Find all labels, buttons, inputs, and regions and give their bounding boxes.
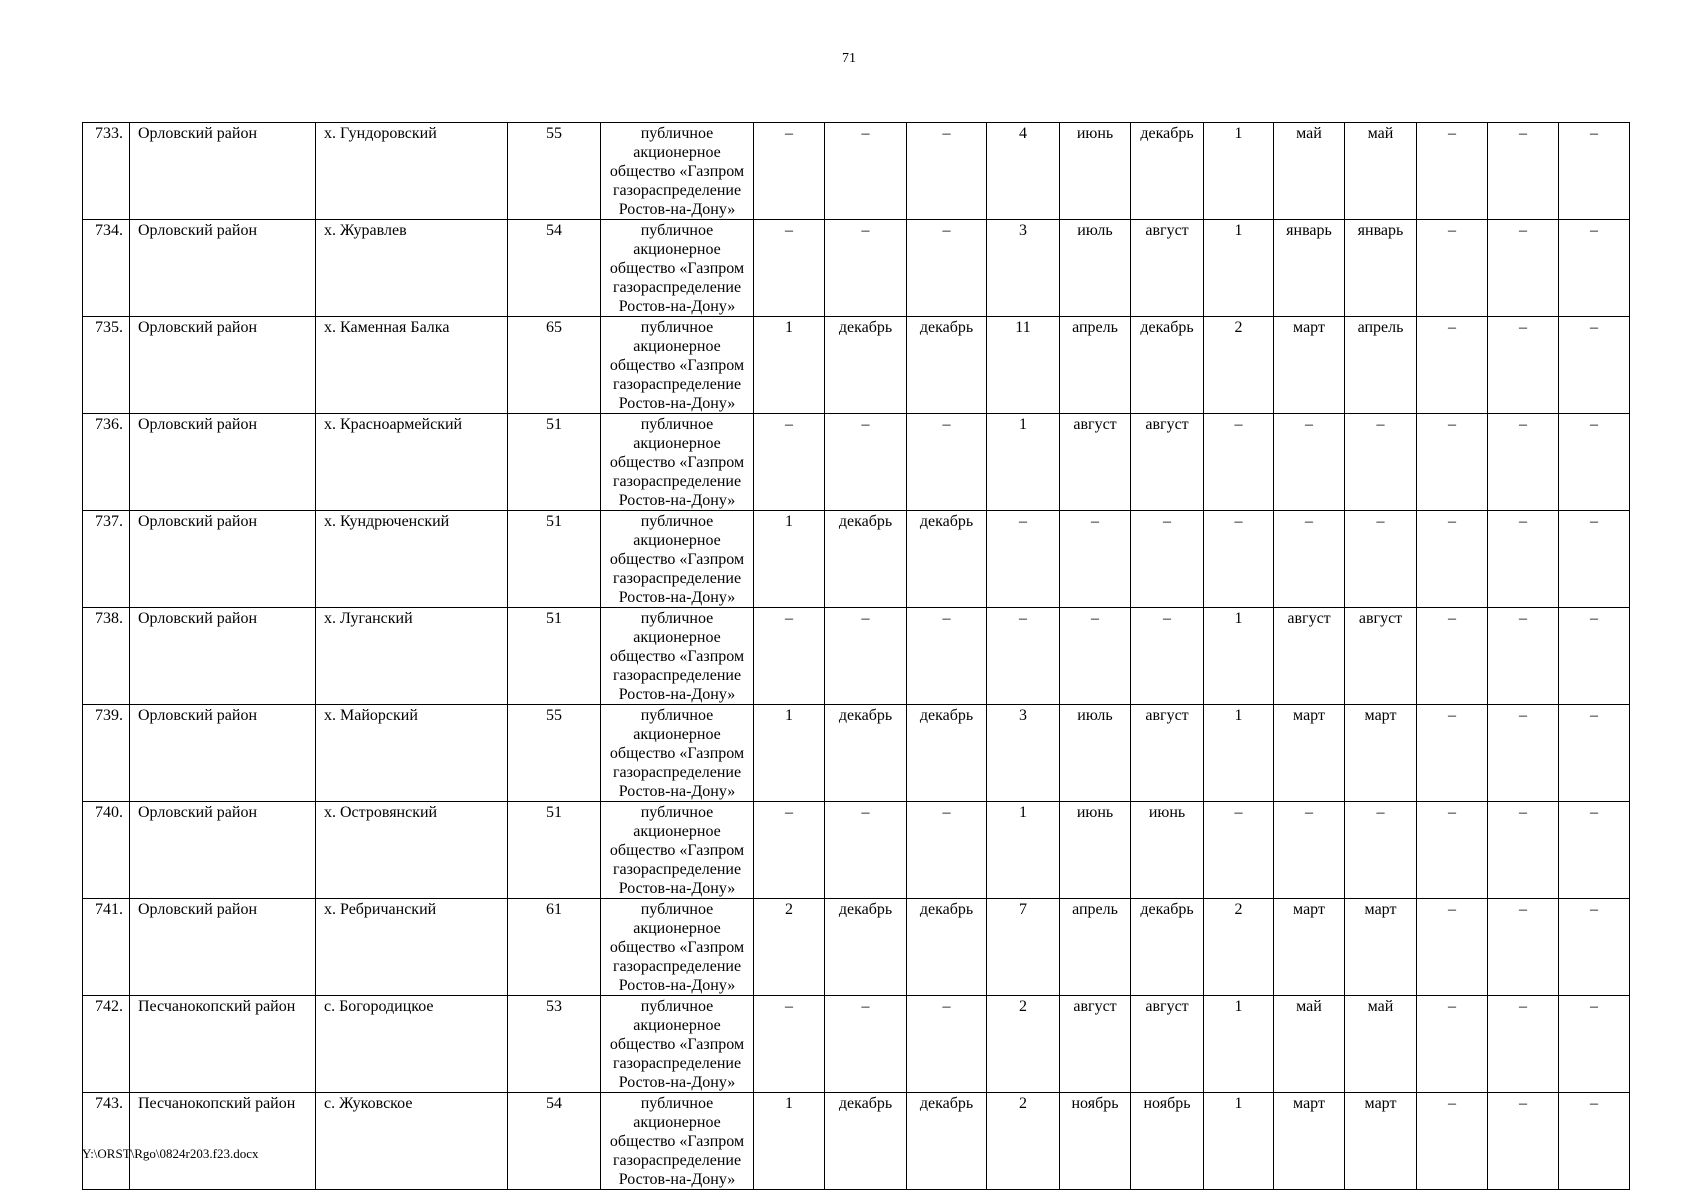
organization-cell: публичное акционерное общество «Газпром газораспределение Ростов-на-Дону» bbox=[601, 220, 754, 317]
col-6-cell: декабрь bbox=[1131, 317, 1204, 414]
col-7-cell: 1 bbox=[1204, 1093, 1274, 1190]
col-5-cell: – bbox=[1060, 511, 1131, 608]
col-8-cell: май bbox=[1274, 996, 1345, 1093]
col-12-cell: – bbox=[1559, 899, 1630, 996]
col-3-cell: декабрь bbox=[907, 1093, 987, 1190]
value-cell: 55 bbox=[508, 123, 601, 220]
col-1-cell: – bbox=[754, 123, 825, 220]
col-9-cell: – bbox=[1345, 511, 1417, 608]
table-row bbox=[83, 1093, 1630, 1190]
col-7-cell: – bbox=[1204, 511, 1274, 608]
col-7-cell: 1 bbox=[1204, 608, 1274, 705]
organization-cell: публичное акционерное общество «Газпром газораспределение Ростов-на-Дону» bbox=[601, 317, 754, 414]
col-1-cell: 1 bbox=[754, 317, 825, 414]
col-5-cell: июль bbox=[1060, 705, 1131, 802]
settlement-cell: х. Луганский bbox=[316, 608, 508, 705]
settlement-cell: х. Красноармейский bbox=[316, 414, 508, 511]
col-4-cell: 2 bbox=[987, 996, 1060, 1093]
row-number: 739. bbox=[83, 705, 130, 802]
col-10-cell: – bbox=[1417, 802, 1488, 899]
col-4-cell: 3 bbox=[987, 705, 1060, 802]
col-12-cell: – bbox=[1559, 705, 1630, 802]
col-2-cell: – bbox=[825, 123, 907, 220]
col-4-cell: 3 bbox=[987, 220, 1060, 317]
col-12-cell: – bbox=[1559, 996, 1630, 1093]
table-row bbox=[83, 802, 1630, 899]
col-5-cell: апрель bbox=[1060, 899, 1131, 996]
col-5-cell: август bbox=[1060, 414, 1131, 511]
col-7-cell: 1 bbox=[1204, 705, 1274, 802]
table-row bbox=[83, 996, 1630, 1093]
col-5-cell: июль bbox=[1060, 220, 1131, 317]
col-12-cell: – bbox=[1559, 511, 1630, 608]
col-1-cell: – bbox=[754, 220, 825, 317]
col-1-cell: 1 bbox=[754, 511, 825, 608]
col-8-cell: январь bbox=[1274, 220, 1345, 317]
col-4-cell: – bbox=[987, 511, 1060, 608]
col-1-cell: 1 bbox=[754, 1093, 825, 1190]
col-9-cell: – bbox=[1345, 802, 1417, 899]
table-row bbox=[83, 511, 1630, 608]
value-cell: 51 bbox=[508, 802, 601, 899]
row-number: 735. bbox=[83, 317, 130, 414]
col-3-cell: – bbox=[907, 220, 987, 317]
col-4-cell: 11 bbox=[987, 317, 1060, 414]
col-11-cell: – bbox=[1488, 802, 1559, 899]
organization-cell: публичное акционерное общество «Газпром газораспределение Ростов-на-Дону» bbox=[601, 899, 754, 996]
district-cell: Орловский район bbox=[130, 705, 316, 802]
col-8-cell: август bbox=[1274, 608, 1345, 705]
organization-cell: публичное акционерное общество «Газпром газораспределение Ростов-на-Дону» bbox=[601, 414, 754, 511]
col-4-cell: 1 bbox=[987, 802, 1060, 899]
col-7-cell: 2 bbox=[1204, 317, 1274, 414]
row-number: 733. bbox=[83, 123, 130, 220]
col-12-cell: – bbox=[1559, 123, 1630, 220]
col-11-cell: – bbox=[1488, 996, 1559, 1093]
row-number: 736. bbox=[83, 414, 130, 511]
table-row bbox=[83, 123, 1630, 220]
organization-cell: публичное акционерное общество «Газпром газораспределение Ростов-на-Дону» bbox=[601, 1093, 754, 1190]
col-9-cell: март bbox=[1345, 705, 1417, 802]
organization-cell: публичное акционерное общество «Газпром газораспределение Ростов-на-Дону» bbox=[601, 123, 754, 220]
col-1-cell: – bbox=[754, 996, 825, 1093]
col-4-cell: 7 bbox=[987, 899, 1060, 996]
col-7-cell: 2 bbox=[1204, 899, 1274, 996]
col-8-cell: март bbox=[1274, 705, 1345, 802]
row-number: 737. bbox=[83, 511, 130, 608]
col-12-cell: – bbox=[1559, 1093, 1630, 1190]
col-1-cell: 2 bbox=[754, 899, 825, 996]
col-3-cell: – bbox=[907, 123, 987, 220]
settlement-cell: с. Богородицкое bbox=[316, 996, 508, 1093]
col-12-cell: – bbox=[1559, 220, 1630, 317]
organization-cell: публичное акционерное общество «Газпром газораспределение Ростов-на-Дону» bbox=[601, 996, 754, 1093]
col-11-cell: – bbox=[1488, 1093, 1559, 1190]
district-cell: Орловский район bbox=[130, 899, 316, 996]
col-7-cell: – bbox=[1204, 802, 1274, 899]
district-cell: Орловский район bbox=[130, 414, 316, 511]
col-6-cell: август bbox=[1131, 414, 1204, 511]
col-4-cell: – bbox=[987, 608, 1060, 705]
gasification-schedule-table bbox=[82, 122, 1630, 1190]
col-6-cell: декабрь bbox=[1131, 899, 1204, 996]
value-cell: 53 bbox=[508, 996, 601, 1093]
settlement-cell: х. Кундрюченский bbox=[316, 511, 508, 608]
col-8-cell: март bbox=[1274, 317, 1345, 414]
value-cell: 55 bbox=[508, 705, 601, 802]
col-4-cell: 1 bbox=[987, 414, 1060, 511]
col-9-cell: – bbox=[1345, 414, 1417, 511]
settlement-cell: х. Журавлев bbox=[316, 220, 508, 317]
col-3-cell: декабрь bbox=[907, 317, 987, 414]
col-2-cell: – bbox=[825, 220, 907, 317]
col-2-cell: декабрь bbox=[825, 1093, 907, 1190]
value-cell: 61 bbox=[508, 899, 601, 996]
row-number: 740. bbox=[83, 802, 130, 899]
col-1-cell: – bbox=[754, 802, 825, 899]
col-10-cell: – bbox=[1417, 317, 1488, 414]
col-3-cell: декабрь bbox=[907, 899, 987, 996]
settlement-cell: х. Гундоровский bbox=[316, 123, 508, 220]
col-8-cell: – bbox=[1274, 414, 1345, 511]
col-10-cell: – bbox=[1417, 511, 1488, 608]
col-1-cell: 1 bbox=[754, 705, 825, 802]
settlement-cell: х. Ребричанский bbox=[316, 899, 508, 996]
col-5-cell: апрель bbox=[1060, 317, 1131, 414]
col-7-cell: 1 bbox=[1204, 123, 1274, 220]
col-3-cell: – bbox=[907, 414, 987, 511]
district-cell: Орловский район bbox=[130, 608, 316, 705]
col-11-cell: – bbox=[1488, 123, 1559, 220]
col-12-cell: – bbox=[1559, 317, 1630, 414]
col-11-cell: – bbox=[1488, 414, 1559, 511]
settlement-cell: х. Каменная Балка bbox=[316, 317, 508, 414]
col-4-cell: 4 bbox=[987, 123, 1060, 220]
col-11-cell: – bbox=[1488, 608, 1559, 705]
row-number: 738. bbox=[83, 608, 130, 705]
col-9-cell: май bbox=[1345, 123, 1417, 220]
district-cell: Песчанокопский район bbox=[130, 1093, 316, 1190]
col-10-cell: – bbox=[1417, 220, 1488, 317]
table-body bbox=[83, 123, 1630, 1190]
col-6-cell: ноябрь bbox=[1131, 1093, 1204, 1190]
page-number: 71 bbox=[842, 51, 856, 66]
col-10-cell: – bbox=[1417, 414, 1488, 511]
col-2-cell: – bbox=[825, 996, 907, 1093]
col-3-cell: декабрь bbox=[907, 705, 987, 802]
col-2-cell: декабрь bbox=[825, 705, 907, 802]
col-5-cell: июнь bbox=[1060, 802, 1131, 899]
col-7-cell: 1 bbox=[1204, 220, 1274, 317]
col-3-cell: – bbox=[907, 802, 987, 899]
col-2-cell: декабрь bbox=[825, 511, 907, 608]
col-5-cell: ноябрь bbox=[1060, 1093, 1131, 1190]
col-3-cell: декабрь bbox=[907, 511, 987, 608]
col-4-cell: 2 bbox=[987, 1093, 1060, 1190]
col-8-cell: май bbox=[1274, 123, 1345, 220]
col-10-cell: – bbox=[1417, 608, 1488, 705]
col-1-cell: – bbox=[754, 414, 825, 511]
row-number: 734. bbox=[83, 220, 130, 317]
col-1-cell: – bbox=[754, 608, 825, 705]
value-cell: 51 bbox=[508, 608, 601, 705]
col-9-cell: август bbox=[1345, 608, 1417, 705]
col-2-cell: декабрь bbox=[825, 317, 907, 414]
table-row bbox=[83, 317, 1630, 414]
col-8-cell: – bbox=[1274, 511, 1345, 608]
col-10-cell: – bbox=[1417, 996, 1488, 1093]
col-9-cell: январь bbox=[1345, 220, 1417, 317]
table-row bbox=[83, 899, 1630, 996]
col-11-cell: – bbox=[1488, 511, 1559, 608]
col-10-cell: – bbox=[1417, 705, 1488, 802]
col-10-cell: – bbox=[1417, 123, 1488, 220]
col-9-cell: март bbox=[1345, 1093, 1417, 1190]
table-row bbox=[83, 705, 1630, 802]
district-cell: Орловский район bbox=[130, 220, 316, 317]
col-6-cell: август bbox=[1131, 996, 1204, 1093]
col-2-cell: – bbox=[825, 414, 907, 511]
col-10-cell: – bbox=[1417, 1093, 1488, 1190]
organization-cell: публичное акционерное общество «Газпром газораспределение Ростов-на-Дону» bbox=[601, 511, 754, 608]
value-cell: 54 bbox=[508, 220, 601, 317]
col-11-cell: – bbox=[1488, 899, 1559, 996]
col-10-cell: – bbox=[1417, 899, 1488, 996]
col-8-cell: март bbox=[1274, 1093, 1345, 1190]
organization-cell: публичное акционерное общество «Газпром газораспределение Ростов-на-Дону» bbox=[601, 705, 754, 802]
row-number: 742. bbox=[83, 996, 130, 1093]
col-7-cell: 1 bbox=[1204, 996, 1274, 1093]
organization-cell: публичное акционерное общество «Газпром газораспределение Ростов-на-Дону» bbox=[601, 608, 754, 705]
col-7-cell: – bbox=[1204, 414, 1274, 511]
col-6-cell: – bbox=[1131, 608, 1204, 705]
table-row bbox=[83, 220, 1630, 317]
col-12-cell: – bbox=[1559, 802, 1630, 899]
settlement-cell: х. Островянский bbox=[316, 802, 508, 899]
value-cell: 65 bbox=[508, 317, 601, 414]
col-2-cell: декабрь bbox=[825, 899, 907, 996]
table-row bbox=[83, 608, 1630, 705]
col-2-cell: – bbox=[825, 802, 907, 899]
col-9-cell: март bbox=[1345, 899, 1417, 996]
district-cell: Орловский район bbox=[130, 123, 316, 220]
col-11-cell: – bbox=[1488, 220, 1559, 317]
col-3-cell: – bbox=[907, 996, 987, 1093]
table-row bbox=[83, 414, 1630, 511]
col-6-cell: август bbox=[1131, 220, 1204, 317]
col-12-cell: – bbox=[1559, 414, 1630, 511]
col-12-cell: – bbox=[1559, 608, 1630, 705]
col-5-cell: – bbox=[1060, 608, 1131, 705]
col-6-cell: декабрь bbox=[1131, 123, 1204, 220]
col-9-cell: май bbox=[1345, 996, 1417, 1093]
col-11-cell: – bbox=[1488, 705, 1559, 802]
value-cell: 51 bbox=[508, 414, 601, 511]
value-cell: 51 bbox=[508, 511, 601, 608]
row-number: 741. bbox=[83, 899, 130, 996]
col-3-cell: – bbox=[907, 608, 987, 705]
col-6-cell: август bbox=[1131, 705, 1204, 802]
district-cell: Песчанокопский район bbox=[130, 996, 316, 1093]
organization-cell: публичное акционерное общество «Газпром газораспределение Ростов-на-Дону» bbox=[601, 802, 754, 899]
col-5-cell: июнь bbox=[1060, 123, 1131, 220]
value-cell: 54 bbox=[508, 1093, 601, 1190]
col-6-cell: июнь bbox=[1131, 802, 1204, 899]
col-2-cell: – bbox=[825, 608, 907, 705]
settlement-cell: с. Жуковское bbox=[316, 1093, 508, 1190]
col-8-cell: – bbox=[1274, 802, 1345, 899]
row-number: 743. bbox=[83, 1093, 130, 1190]
footer-file-path: Y:\ORST\Rgo\0824r203.f23.docx bbox=[82, 1146, 259, 1161]
col-9-cell: апрель bbox=[1345, 317, 1417, 414]
district-cell: Орловский район bbox=[130, 511, 316, 608]
col-5-cell: август bbox=[1060, 996, 1131, 1093]
col-6-cell: – bbox=[1131, 511, 1204, 608]
district-cell: Орловский район bbox=[130, 317, 316, 414]
district-cell: Орловский район bbox=[130, 802, 316, 899]
col-8-cell: март bbox=[1274, 899, 1345, 996]
col-11-cell: – bbox=[1488, 317, 1559, 414]
settlement-cell: х. Майорский bbox=[316, 705, 508, 802]
